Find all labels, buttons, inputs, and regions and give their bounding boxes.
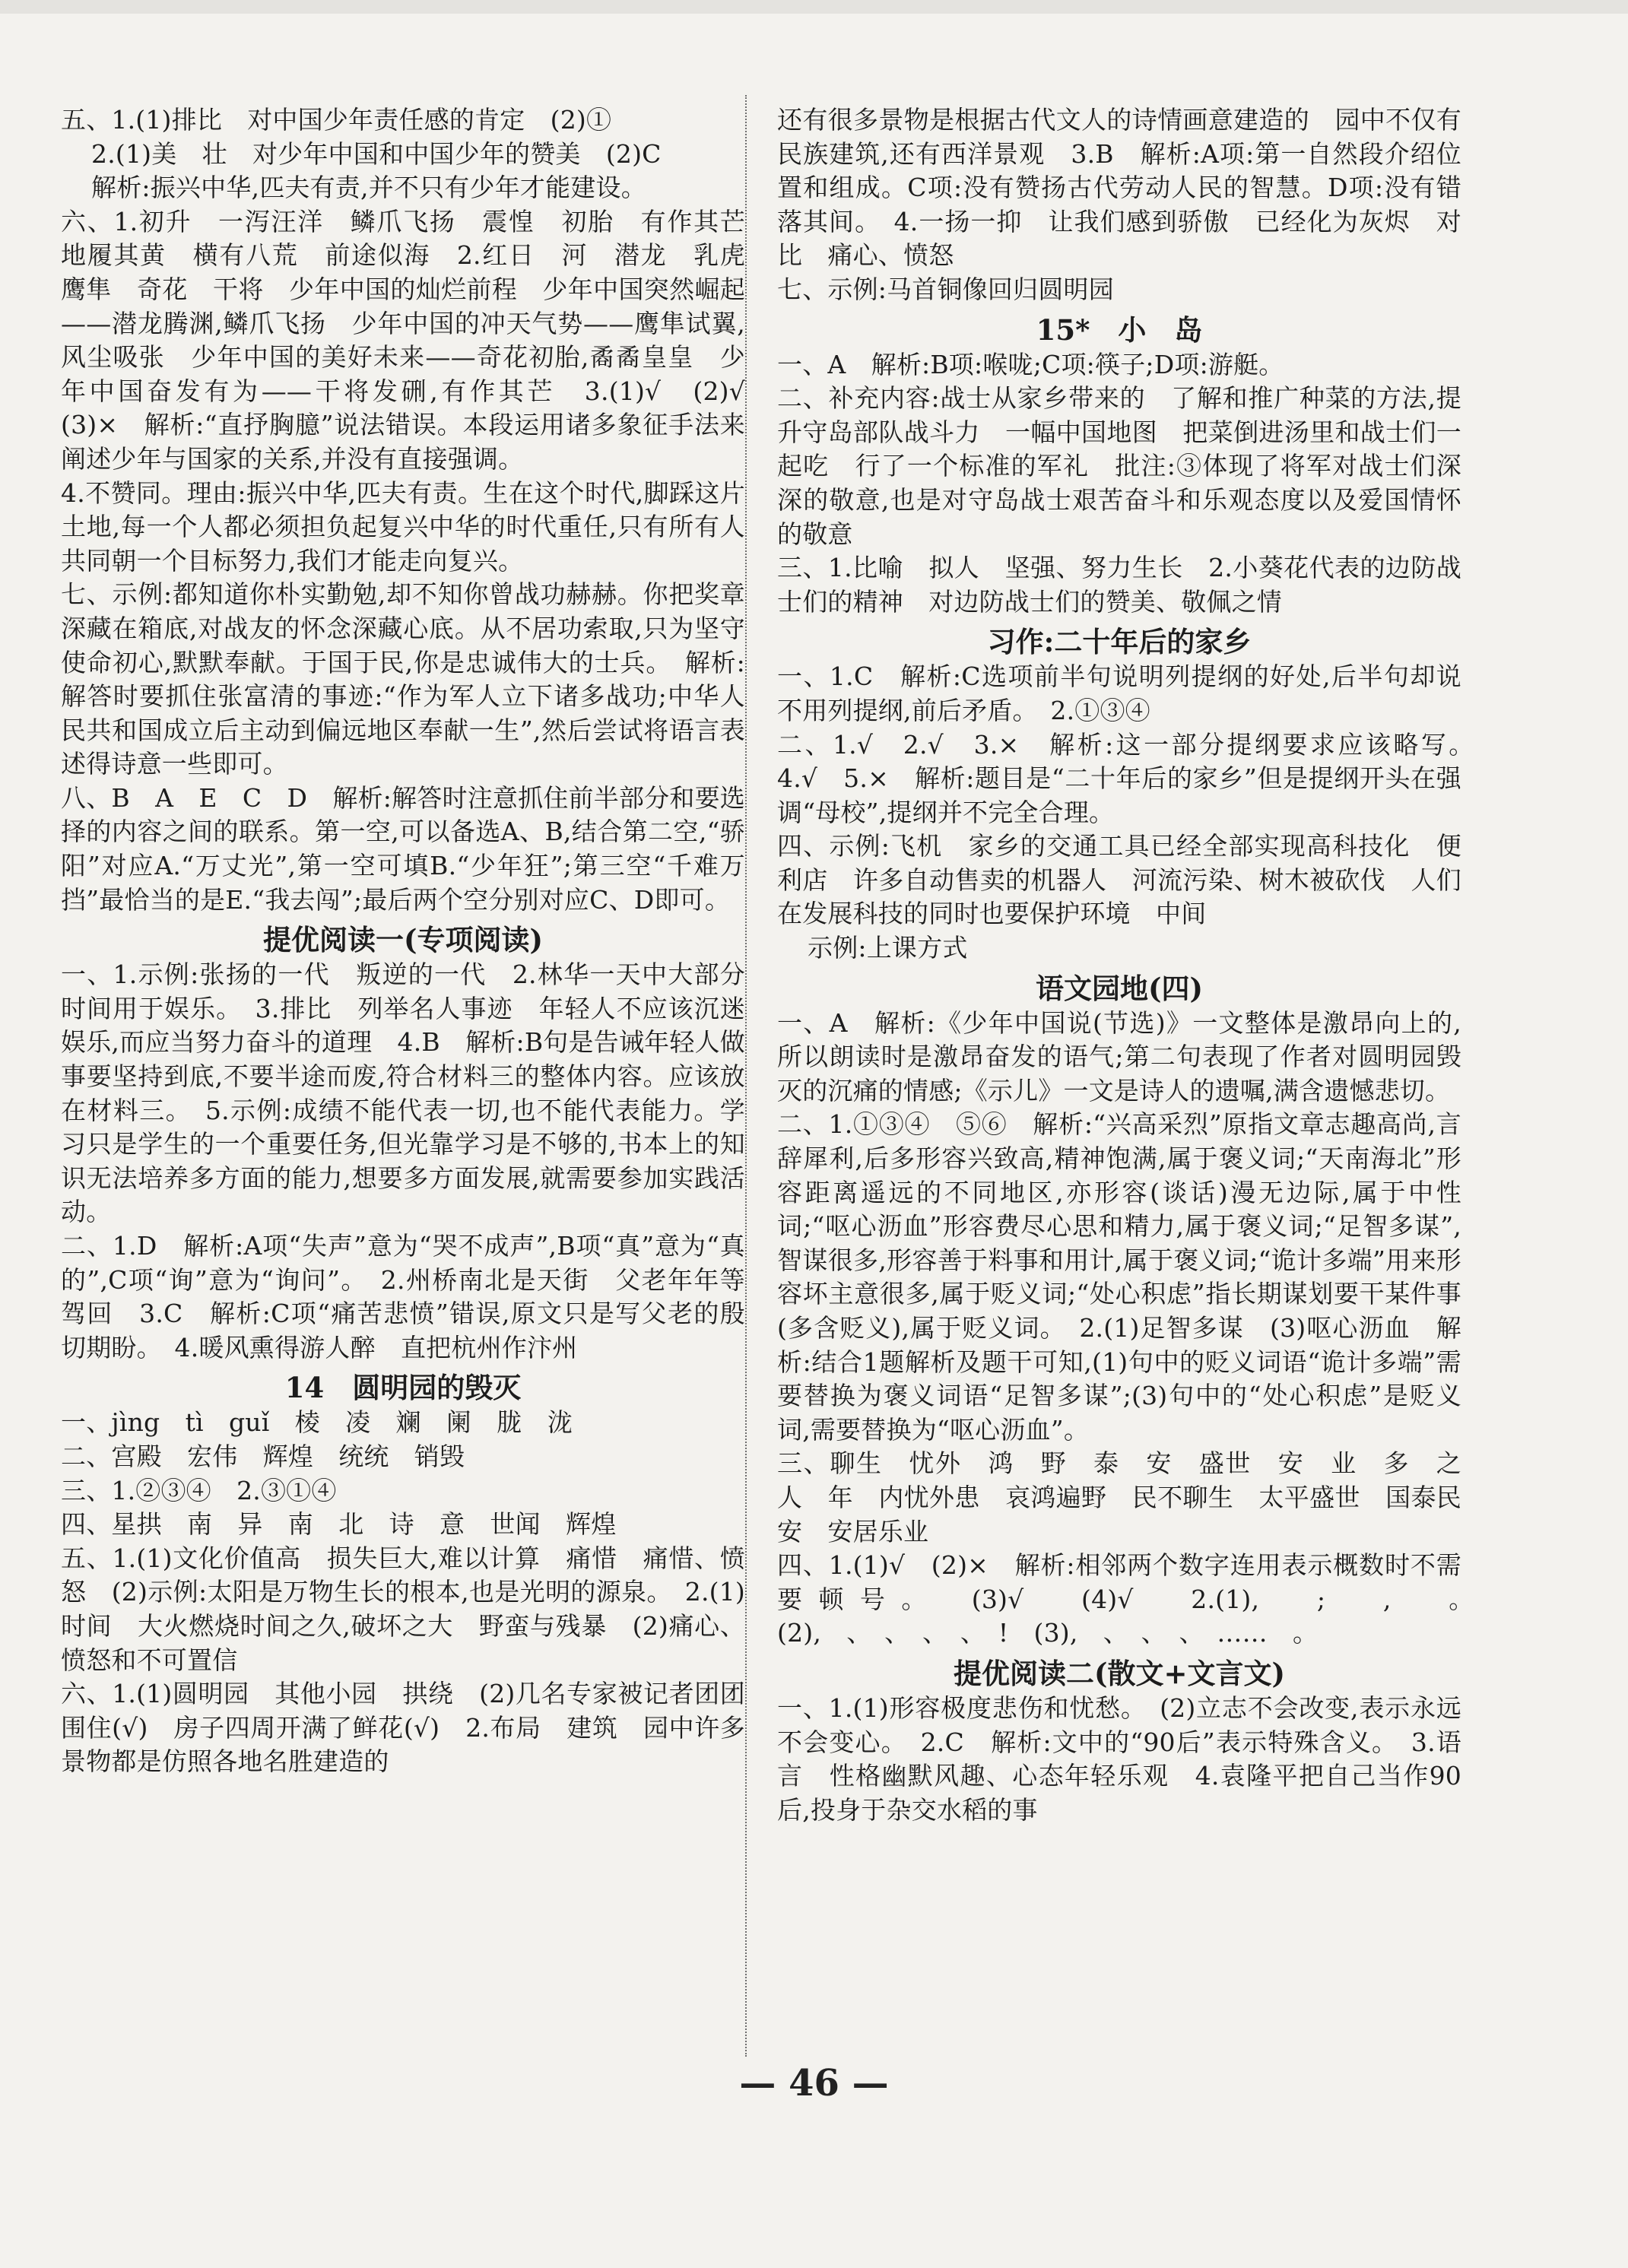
section-heading: 提优阅读一(专项阅读) <box>262 923 543 957</box>
right-column <box>777 103 1487 1827</box>
scan-top-band <box>0 0 1628 14</box>
page-number: — 46 — <box>739 2062 889 2105</box>
answer-paragraph: 一、1.C 解析:C选项前半句说明列提纲的好处,后半句却说不用列提纲,前后矛盾。 2.①③④ <box>777 661 1461 725</box>
answer-paragraph: 三、聊生 忧外 鸿 野 泰 安 盛世 安 业 多 之 人 年 内忧外患 哀鸿遍野 民不聊生 太平盛世 国泰民安 安居乐业 <box>777 1448 1487 1546</box>
answer-paragraph: 二、1.①③④ ⑤⑥ 解析:“兴高采烈”原指文章志趣高尚,言辞犀利,后多形容兴致高,精神饱满,属于褒义词;“天南海北”形容距离遥远的不同地区,亦形容(谈话)漫无边际,属于中性词;“呕心沥血”形容费尽心思和精力,属于褒义词;“足智多谋”,智谋很多,形容善于料事和用计,属于褒义词;“诡计多端”用来形容坏主意很多,属于贬义词;“处心积虑”指长期谋划要干某件事(多含贬义),属于贬义词。 2.(1)足智多谋 (3)呕心沥血 解析:结合1题解析及题干可知,(1)句中的贬义词语“诡计多端”需要替换为褒义词语“足智多谋”;(3)句中的“处心积虑”是贬义词,需要替换为“呕心沥血”。 <box>777 1109 1461 1445</box>
answer-paragraph: 还有很多景物是根据古代文人的诗情画意建造的 园中不仅有民族建筑,还有西洋景观 3.B 解析:A项:第一自然段介绍位置和组成。C项:没有赞扬古代劳动人民的智慧。D项:没有错落其间。 4.一扬一抑 让我们感到骄傲 已经化为灰烬 对比 痛心、愤怒 <box>777 105 1461 271</box>
section-heading: 14 圆明园的毁灭 <box>284 1371 522 1405</box>
column-divider <box>745 95 748 2057</box>
answer-paragraph: 一、1.示例:张扬的一代 叛逆的一代 2.林华一天中大部分时间用于娱乐。 3.排比 列举名人事迹 年轻人不应该沉迷娱乐,而应当努力奋斗的道理 4.B 解析:B句是告诫年轻人做事要坚持到底,不要半途而废,符合材料三的整体内容。应该放在材料三。 5.示例:成绩不能代表一切,也不能代表能力。学习只是学生的一个重要任务,但光靠学习是不够的,书本上的知识无法培养多方面的能力,想要多方面发展,就需要参加实践活动。 <box>61 960 745 1227</box>
answer-paragraph: 一、A 解析:《少年中国说(节选)》一文整体是激昂向上的,所以朗读时是激昂奋发的语气;第二句表现了作者对圆明园毁灭的沉痛的情感;《示儿》一文是诗人的遗嘱,满含遗憾悲切。 <box>777 1007 1461 1105</box>
answer-paragraph: 一、A 解析:B项:喉咙;C项:筷子;D项:游艇。 <box>777 349 1284 379</box>
answer-paragraph: 二、补充内容:战士从家乡带来的 了解和推广种菜的方法,提升守岛部队战斗力 一幅中国地图 把菜倒进汤里和战士们一起吃 行了一个标准的军礼 批注:③体现了将军对战士们深深的敬意,也是对守岛战士艰苦奋斗和乐观态度以及爱国情怀的敬意 <box>777 383 1461 549</box>
answer-paragraph: 4.不赞同。理由:振兴中华,匹夫有责。生在这个时代,脚踩这片土地,每一个人都必须担负起复兴中华的时代重任,只有所有人共同朝一个目标努力,我们才能走向复兴。 <box>61 477 745 576</box>
answer-paragraph: 四、1.(1)√ (2)× 解析:相邻两个数字连用表示概数时不需要顿号。 (3)√ (4)√ 2.(1), ; , 。 (2), 、 、 、 、 ! (3), 、 、 、 …… 。 <box>777 1550 1487 1648</box>
answer-paragraph: 二、宫殿 宏伟 辉煌 统统 销毁 <box>61 1441 465 1471</box>
answer-paragraph: 2.(1)美 壮 对少年中国和中国少年的赞美 (2)C <box>91 138 662 169</box>
answer-paragraph: 三、1.比喻 拟人 坚强、努力生长 2.小葵花代表的边防战士们的精神 对边防战士们的赞美、敬佩之情 <box>777 553 1461 617</box>
answer-paragraph: 一、jìng tì guǐ 棱 凌 斓 阑 胧 泷 <box>61 1407 573 1438</box>
section-heading: 15* 小 岛 <box>1036 312 1203 347</box>
answer-paragraph: 五、1.(1)排比 对中国少年责任感的肯定 (2)① <box>61 105 612 135</box>
answer-paragraph: 一、1.(1)形容极度悲伤和忧愁。 (2)立志不会改变,表示永远不会变心。 2.C 解析:文中的“90后”表示特殊含义。 3.语言 性格幽默风趣、心态年轻乐观 4.袁隆平把自己当作90后,投身于杂交水稻的事 <box>777 1692 1461 1825</box>
answer-paragraph: 二、1.√ 2.√ 3.× 解析:这一部分提纲要求应该略写。 4.√ 5.× 解析:题目是“二十年后的家乡”但是提纲开头在强调“母校”,提纲并不完全合理。 <box>777 729 1487 827</box>
section-heading: 习作:二十年后的家乡 <box>987 625 1252 659</box>
answer-paragraph: 二、1.D 解析:A项“失声”意为“哭不成声”,B项“真”意为“真的”,C项“询”意为“询问”。 2.州桥南北是天街 父老年年等驾回 3.C 解析:C项“痛苦悲愤”错误,原文只是写父老的殷切期盼。 4.暖风熏得游人醉 直把杭州作汴州 <box>61 1231 745 1362</box>
answer-paragraph: 解析:振兴中华,匹夫有责,并不只有少年才能建设。 <box>91 173 646 203</box>
answer-paragraph: 七、示例:马首铜像回归圆明园 <box>777 274 1114 304</box>
answer-paragraph: 六、1.(1)圆明园 其他小园 拱绕 (2)几名专家被记者团团围住(√) 房子四周开满了鲜花(√) 2.布局 建筑 园中许多景物都是仿照各地名胜建造的 <box>61 1679 745 1777</box>
section-heading: 语文园地(四) <box>1035 971 1203 1005</box>
left-column <box>61 103 771 1779</box>
answer-paragraph: 七、示例:都知道你朴实勤勉,却不知你曾战功赫赫。你把奖章深藏在箱底,对战友的怀念深藏心底。从不居功索取,只为坚守使命初心,默默奉献。于国于民,你是忠诚伟大的士兵。 解析:解答时要抓住张富清的事迹:“作为军人立下诸多战功;中华人民共和国成立后主动到偏远地区奉献一生”,然后尝试将语言表述得诗意一些即可。 <box>61 579 745 779</box>
section-heading: 提优阅读二(散文+文言文) <box>953 1656 1285 1690</box>
answer-paragraph: 五、1.(1)文化价值高 损失巨大,难以计算 痛惜 痛惜、愤怒 (2)示例:太阳是万物生长的根本,也是光明的源泉。 2.(1)时间 大火燃烧时间之久,破坏之大 野蛮与残暴 (2)痛心、愤怒和不可置信 <box>61 1543 745 1675</box>
answer-paragraph: 四、示例:飞机 家乡的交通工具已经全部实现高科技化 便利店 许多自动售卖的机器人 河流污染、树木被砍伐 人们在发展科技的同时也要保护环境 中间 <box>777 831 1461 929</box>
answer-paragraph: 四、星拱 南 异 南 北 诗 意 世闻 辉煌 <box>61 1509 617 1540</box>
answer-paragraph: 八、B A E C D 解析:解答时注意抓住前半部分和要选择的内容之间的联系。第一空,可以备选A、B,结合第二空,“骄阳”对应A.“万丈光”,第一空可填B.“少年狂”;第三空“千难万挡”最恰当的是E.“我去闯”;最后两个空分别对应C、D即可。 <box>61 782 745 915</box>
answer-paragraph: 六、1.初升 一泻汪洋 鳞爪飞扬 震惶 初胎 有作其芒 地履其黄 横有八荒 前途似海 2.红日 河 潜龙 乳虎 鹰隼 奇花 干将 少年中国的灿烂前程 少年中国突然崛起——潜龙腾渊,鳞爪飞扬 少年中国的冲天气势——鹰隼试翼,风尘吸张 少年中国的美好未来——奇花初胎,矞矞皇皇 少年中国奋发有为——干将发硎,有作其芒 3.(1)√ (2)√ (3)× 解析:“直抒胸臆”说法错误。本段运用诸多象征手法来阐述少年与国家的关系,并没有直接强调。 <box>61 206 771 474</box>
answer-paragraph: 示例:上课方式 <box>808 933 968 963</box>
answer-paragraph: 三、1.②③④ 2.③①④ <box>61 1475 337 1505</box>
